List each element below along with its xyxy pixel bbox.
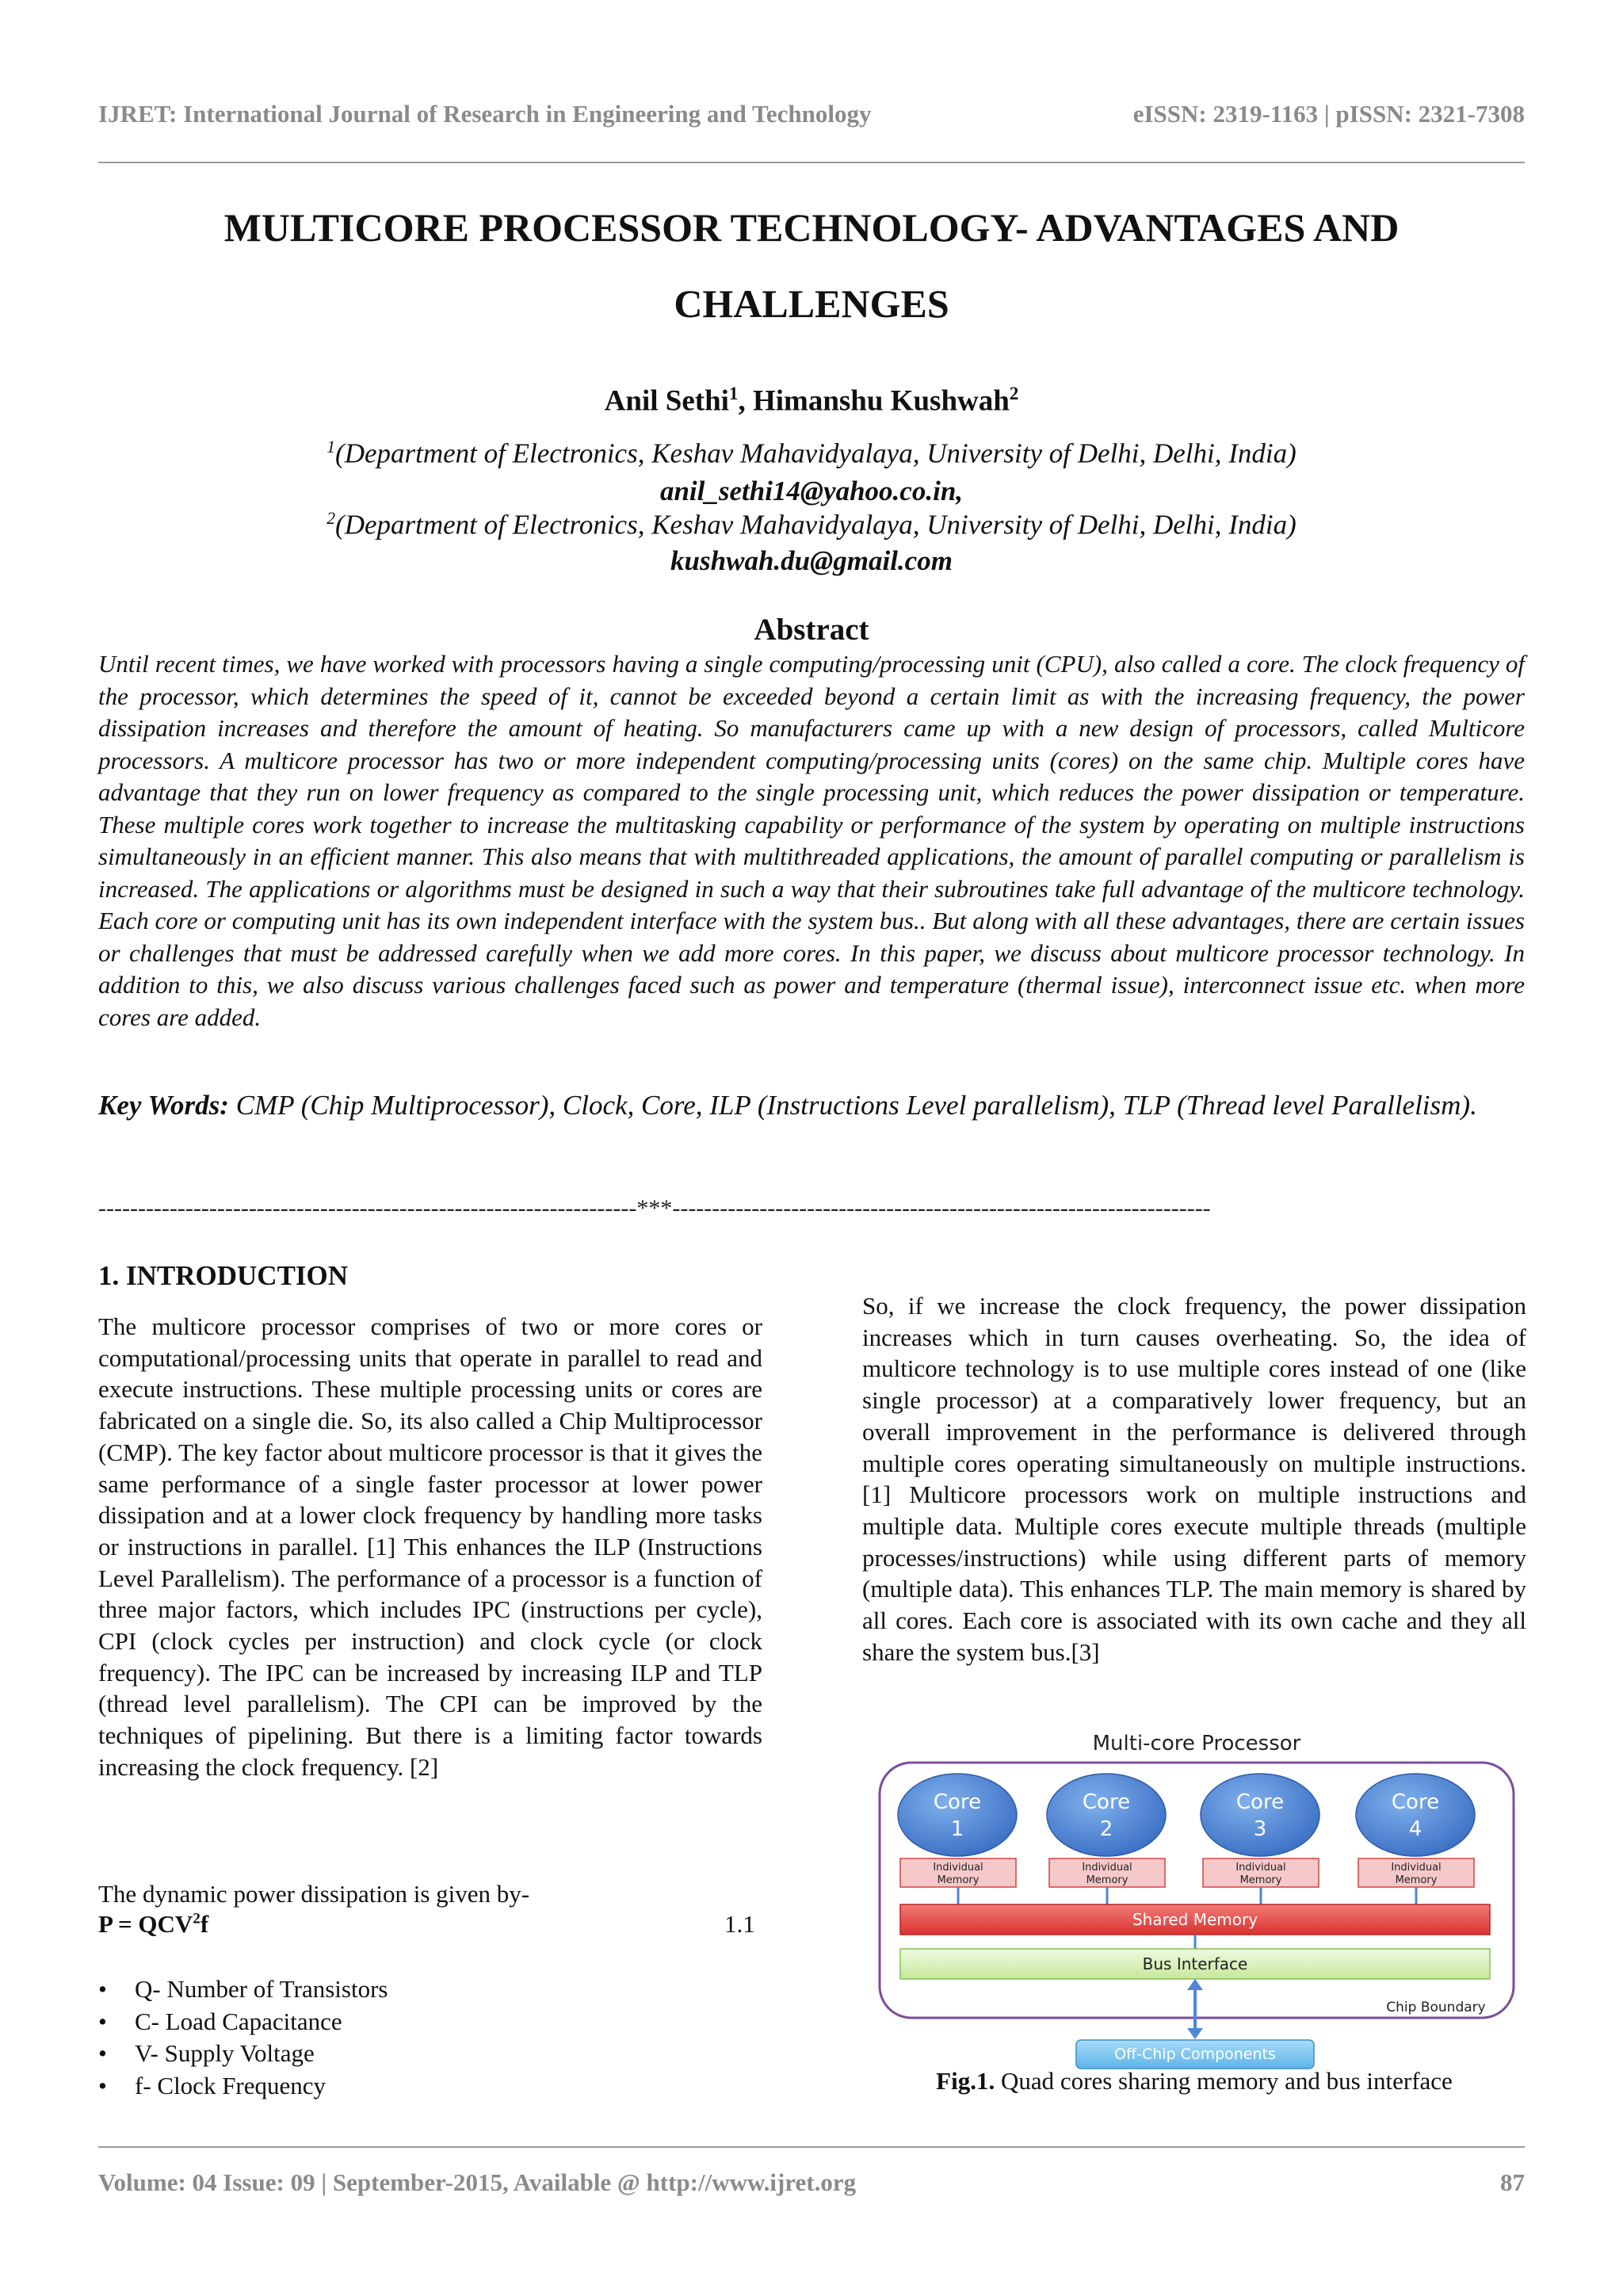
core-1-memory-line-1: Individual — [933, 1862, 983, 1874]
abstract-body: Until recent times, we have worked with processors having a single computing/processing unit (CPU), also called a core. The clock frequency of the processor, which determines the speed of it, cannot be exceeded beyond a certain limit as with the increasing frequency, the power dissipation increases and therefore the amount of heating. So manufacturers came up with a new design of processors, called Multicore processors. A multicore processor has two or more independent computing/processing units (cores) on the same chip. Multiple cores have advantage that they run on lower frequency as compared to the single processing unit, which reduces the power dissipation or temperature. These multiple cores work together to increase the multitasking capability or performance of the system by operating on multiple instructions simultaneously in an efficient manner. This also means that with multithreaded applications, the amount of parallel computing or parallelism is increased. The applications or algorithms must be designed in such a way that their subroutines take full advantage of the multicore technology. Each core or computing unit has its own independent interface with the system bus.. But along with all these advantages, there are certain issues or challenges that must be addressed carefully when we add more cores. In this paper, we discuss about multicore processor technology. In addition to this, we also discuss various challenges faced such as power and temperature (thermal issue), interconnect issue etc. when more cores are added. — [98, 650, 1525, 1031]
diagram-title: Multi-core Processor — [1092, 1732, 1301, 1755]
core-3-label: Core — [1235, 1790, 1285, 1814]
power-dissipation-lead: The dynamic power dissipation is given by- — [98, 1880, 530, 1908]
introduction-body: The multicore processor comprises of two or more cores or computational/processing units that operate in parallel to read and execute instructions. These multiple processing units or cores are fabricated on a single die. So, its also called a Chip Multiprocessor (CMP). The key factor about multicore processor is that it gives the same performance of a single faster processor at lower power dissipation and at a lower clock frequency by handling more tasks or instructions in parallel. [1] This enhances the ILP (Instructions Level Parallelism). The performance of a processor is a function of three major factors, which includes IPC (instructions per cycle), CPI (clock cycles per instruction) and clock cycle (or clock frequency). The IPC can be increased by increasing ILP and TLP (thread level parallelism). The CPI can be improved by the techniques of pipelining. But there is a limiting factor towards increasing the clock frequency. [2] — [98, 1312, 762, 1781]
core-2-memory-line-1: Individual — [1082, 1862, 1132, 1874]
core-4-circle — [1356, 1774, 1475, 1856]
core-2 — [1047, 1774, 1166, 1904]
abstract-heading: Abstract — [754, 613, 869, 647]
page-number: 87 — [1500, 2168, 1525, 2196]
affiliation-2 — [0, 509, 1623, 541]
figure-caption — [862, 2067, 1526, 2095]
affiliation-1-text: (Department of Electronics, Keshav Mahavidyalaya, University of Delhi, Delhi, India) — [335, 437, 1296, 469]
core-4-label: Core — [1391, 1790, 1440, 1814]
journal-header: IJRET: International Journal of Research in Engineering and Technology — [98, 100, 872, 128]
keywords-text: CMP (Chip Multiprocessor), Clock, Core, ILP (Instructions Level parallelism), TLP (Thread level Parallelism). — [228, 1090, 1477, 1121]
affiliation-1 — [0, 437, 1623, 470]
core-1 — [898, 1774, 1017, 1904]
core-4 — [1356, 1774, 1475, 1904]
formula-tail: f — [200, 1910, 209, 1938]
paper-title-line-1: MULTICORE PROCESSOR TECHNOLOGY- ADVANTAGES AND — [223, 205, 1400, 250]
core-1-number: 1 — [950, 1817, 964, 1841]
footer-volume-info: Volume: 04 Issue: 09 | September-2015, Available @ http://www.ijret.org — [98, 2168, 857, 2196]
author-list — [0, 384, 1623, 418]
author-1-name: Anil Sethi — [604, 384, 729, 418]
equation-number: 1.1 — [724, 1910, 755, 1938]
core-3-memory-line-2: Memory — [1239, 1874, 1282, 1886]
core-3-number: 3 — [1253, 1817, 1267, 1841]
list-item: • C- Load Capacitance — [98, 2006, 388, 2038]
figure-caption-text: Quad cores sharing memory and bus interface — [995, 2067, 1453, 2095]
paper-title-line-2: CHALLENGES — [674, 281, 949, 326]
core-1-circle — [898, 1774, 1017, 1856]
keywords-label: Key Words: — [98, 1090, 229, 1121]
variable-list — [98, 1973, 388, 2102]
section-separator: --------------------------------------------------------------------***-------------------------------------------------------------------- — [98, 1195, 1211, 1221]
arrow-head-up — [1187, 1979, 1203, 1990]
figure-caption-label: Fig.1. — [936, 2067, 995, 2095]
off-chip-label: Off-Chip Components — [1114, 2046, 1276, 2063]
formula-base: P = QCV — [98, 1910, 193, 1938]
core-3-circle — [1201, 1774, 1319, 1856]
list-item: • f- Clock Frequency — [98, 2070, 388, 2103]
core-2-number: 2 — [1099, 1817, 1113, 1841]
author-separator: , — [738, 384, 753, 418]
issn-header: eISSN: 2319-1163 | pISSN: 2321-7308 — [1132, 100, 1525, 128]
core-3 — [1201, 1774, 1319, 1904]
keywords — [98, 1080, 1525, 1131]
multicore-diagram — [872, 1726, 1522, 2070]
core-1-label: Core — [933, 1790, 982, 1814]
chip-boundary-label: Chip Boundary — [1386, 2000, 1486, 2015]
core-2-label: Core — [1082, 1790, 1131, 1814]
introduction-body-continued: So, if we increase the clock frequency, the power dissipation increases which in turn causes overheating. So, the idea of multicore technology is to use multiple cores instead of one (like single processor) at a comparatively lower frequency, but an overall improvement in the performance is delivered through multiple cores operating simultaneously on multiple instructions.[1] Multicore processors work on multiple instructions and multiple data. Multiple cores execute multiple threads (multiple processes/instructions) while using different parts of memory (multiple data). This enhances TLP. The main memory is shared by all cores. Each core is associated with its own cache and they all share the system bus.[3] — [862, 1292, 1526, 1666]
core-4-number: 4 — [1408, 1817, 1423, 1841]
core-2-circle — [1047, 1774, 1166, 1856]
core-2-memory-line-2: Memory — [1086, 1874, 1128, 1886]
core-3-memory-line-1: Individual — [1235, 1862, 1286, 1874]
list-item: • Q- Number of Transistors — [98, 1973, 388, 2006]
affiliation-1-sup: 1 — [327, 437, 336, 457]
footer-divider — [98, 2146, 1525, 2148]
list-item: • V- Supply Voltage — [98, 2038, 388, 2070]
author-2-name: Himanshu Kushwah — [752, 384, 1010, 418]
author-1-email[interactable]: anil_sethi14@yahoo.co.in, — [659, 476, 964, 506]
core-4-memory-line-1: Individual — [1391, 1862, 1442, 1874]
author-2-email[interactable]: kushwah.du@gmail.com — [670, 545, 953, 576]
author-2-sup: 2 — [1009, 384, 1019, 403]
arrow-head-down — [1187, 2028, 1203, 2039]
core-1-memory-line-2: Memory — [937, 1874, 980, 1886]
affiliation-2-sup: 2 — [327, 509, 336, 528]
formula-exponent: 2 — [193, 1910, 200, 1927]
core-4-memory-line-2: Memory — [1395, 1874, 1438, 1886]
power-formula — [98, 1910, 208, 1939]
shared-memory-label: Shared Memory — [1132, 1910, 1258, 1929]
header-divider — [98, 162, 1525, 163]
section-heading-introduction: 1. INTRODUCTION — [98, 1260, 349, 1291]
author-1-sup: 1 — [728, 384, 739, 403]
affiliation-2-text: (Department of Electronics, Keshav Mahavidyalaya, University of Delhi, Delhi, India) — [335, 509, 1296, 541]
bus-interface-label: Bus Interface — [1142, 1954, 1248, 1973]
